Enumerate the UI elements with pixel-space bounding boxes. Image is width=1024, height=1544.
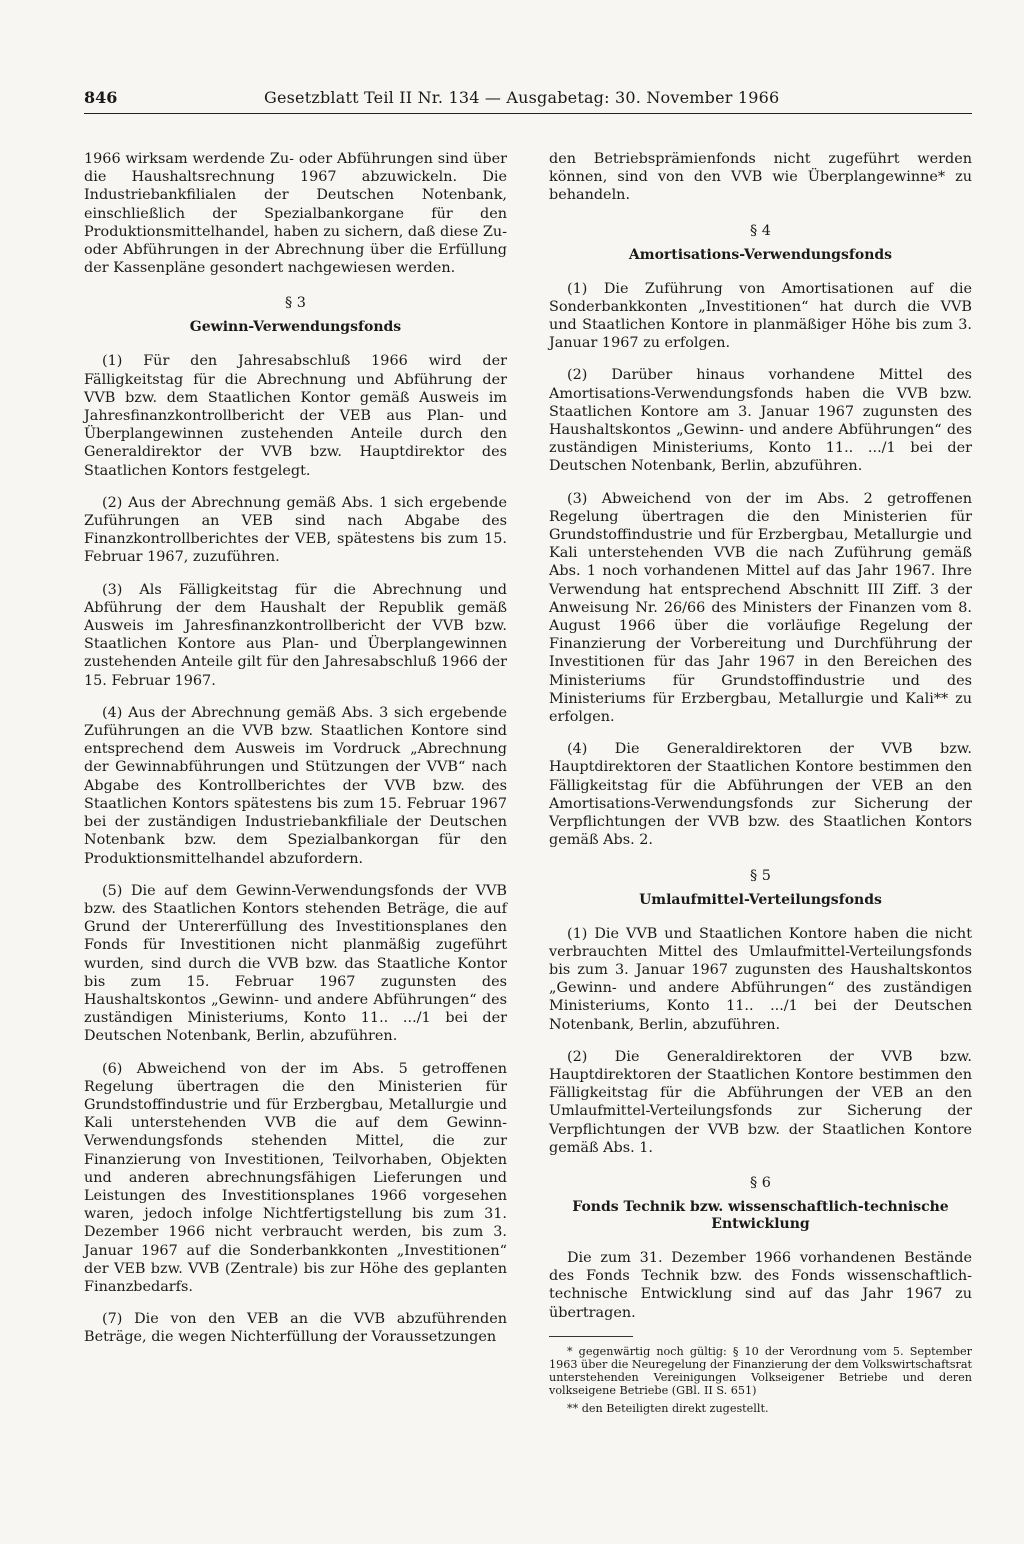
right-column: [549, 150, 972, 1419]
paragraph: (3) Abweichend von der im Abs. 2 getroffenen Regelung übertragen die den Ministerien für Grundstoffindustrie und für Erzbergbau, Metallurgie und Kali unterstehenden VVB die nach Zuführung gemäß Abs. 1 noch vorhandenen Mittel auf das Jahr 1967. Ihre Verwendung hat entsprechend Abschnitt III Ziff. 3 der Anweisung Nr. 26/66 des Ministers der Finanzen vom 8. August 1966 über die vorläufige Regelung der Finanzierung der Vorbereitung und Durchführung der Investitionen für das Jahr 1967 in den Bereichen des Ministeriums für Grundstoffindustrie und des Ministeriums für Erzbergbau, Metallurgie und Kali** zu erfolgen.: [549, 490, 972, 726]
footnote-divider: [549, 1336, 633, 1337]
paragraph: (2) Die Generaldirektoren der VVB bzw. Hauptdirektoren der Staatlichen Kontore bestimmen den Fälligkeitstag für die Abführungen der VEB an den Umlaufmittel-Verteilungsfonds zur Sicherung der Verpflichtungen der VVB bzw. der Staatlichen Kontore gemäß Abs. 1.: [549, 1048, 972, 1156]
section-title: Gewinn-Verwendungsfonds: [189, 319, 402, 336]
paragraph: (4) Die Generaldirektoren der VVB bzw. Hauptdirektoren der Staatlichen Kontore bestimmen den Fälligkeitstag für die Abführungen der VEB an den Amortisations-Verwendungsfonds zur Sicherung der Verpflichtungen der VVB bzw. des Staatlichen Kontors gemäß Abs. 2.: [549, 741, 972, 849]
paragraph: (2) Darüber hinaus vorhandene Mittel des Amortisations-Verwendungsfonds haben die VVB bzw. Staatlichen Kontore am 3. Januar 1967 zugunsten des Haushaltskontos „Gewinn- und andere Abführungen“ des zuständigen Ministeriums, Konto 11.. .../1 bei der Deutschen Notenbank, Berlin, abzuführen.: [549, 367, 972, 475]
paragraph: den Betriebsprämienfonds nicht zugeführt werden können, sind von den VVB wie Überplangewinne* zu behandeln.: [549, 151, 972, 204]
paragraph: Die zum 31. Dezember 1966 vorhandenen Bestände des Fonds Technik bzw. des Fonds wissenschaftlich-technische Entwicklung sind auf das Jahr 1967 zu übertragen.: [549, 1249, 972, 1321]
paragraph: (3) Als Fälligkeitstag für die Abrechnung und Abführung der dem Haushalt der Republik gemäß Ausweis im Jahresfinanzkontrollbericht der VVB bzw. Staatlichen Kontore aus Plan- und Überplangewinnen zustehenden Anteile gilt für den Jahresabschluß 1966 der 15. Februar 1967.: [84, 581, 507, 689]
page-header: [84, 88, 972, 114]
page-number: 846: [84, 88, 118, 107]
paragraph: (5) Die auf dem Gewinn-Verwendungsfonds der VVB bzw. des Staatlichen Kontors stehenden Beträge, die auf Grund der Untererfüllung des Investitionsplanes den Fonds für Investitionen nicht planmäßig zugeführt wurden, sind durch die VVB bzw. das Staatliche Kontor bis zum 15. Februar 1967 zugunsten des Haushaltskontos „Gewinn- und andere Abführungen“ des zuständigen Ministeriums, Konto 11.. .../1 bei der Deutschen Notenbank, Berlin, abzuführen.: [84, 882, 507, 1045]
paragraph: (4) Aus der Abrechnung gemäß Abs. 3 sich ergebende Zuführungen an die VVB bzw. Staatlichen Kontore sind entsprechend dem Ausweis im Vordruck „Abrechnung der Gewinnabführungen und Stützungen der VVB“ nach Abgabe des Kontrollberichtes der VVB bzw. des Staatlichen Kontors spätestens bis zum 15. Februar 1967 bei der zuständigen Industriebankfiliale der Deutschen Notenbank bzw. dem Spezialbankorgan für den Produktionsmittelhandel abzufordern.: [84, 704, 507, 867]
paragraph: (1) Die VVB und Staatlichen Kontore haben die nicht verbrauchten Mittel des Umlaufmittel-Verteilungsfonds bis zum 3. Januar 1967 zugunsten des Haushaltskontos „Gewinn- und andere Abführungen“ des zuständigen Ministeriums, Konto 11.. .../1 bei der Deutschen Notenbank, Berlin, abzuführen.: [549, 925, 972, 1033]
section-title: Fonds Technik bzw. wissenschaftlich-technische Entwicklung: [572, 1198, 949, 1232]
section-number: § 6: [750, 1174, 771, 1191]
section-title: Umlaufmittel-Verteilungsfonds: [639, 891, 882, 908]
paragraph: (6) Abweichend von der im Abs. 5 getroffenen Regelung übertragen die den Ministerien für Grundstoffindustrie und für Erzbergbau, Metallurgie und Kali unterstehenden VVB die auf dem Gewinn-Verwendungsfonds stehenden Mittel, die zur Finanzierung von Investitionen, Teilvorhaben, Objekten und anderen abrechnungsfähigen Lieferungen und Leistungen des Investitionsplanes 1966 vorgesehen waren, jedoch infolge Nichtfertigstellung bis zum 31. Dezember 1966 nicht verbraucht werden, bis zum 3. Januar 1967 auf die Sonderbankkonten „Investitionen“ der VEB bzw. VVB (Zentrale) bis zur Höhe des geplanten Finanzbedarfs.: [84, 1060, 507, 1295]
paragraph: (1) Für den Jahresabschluß 1966 wird der Fälligkeitstag für die Abrechnung und Abführung der VVB bzw. dem Staatlichen Kontor gemäß Ausweis im Jahresfinanzkontrollbericht der VEB aus Plan- und Überplangewinnen zustehenden Anteile durch den Generaldirektor der VVB bzw. Hauptdirektor des Staatlichen Kontors festgelegt.: [84, 353, 507, 479]
section-number: § 5: [750, 867, 771, 884]
left-column: [84, 150, 507, 1419]
section-number: § 4: [750, 222, 771, 239]
footnote: * gegenwärtig noch gültig: § 10 der Verordnung vom 5. September 1963 über die Neuregelung der Finanzierung der dem Volkswirtschaftsrat unterstehenden Vereinigungen Volkseigener Betriebe und deren volkseigene Betriebe (GBl. II S. 651): [549, 1344, 972, 1398]
page-title: Gesetzblatt Teil II Nr. 134 — Ausgabetag: 30. November 1966: [264, 88, 780, 107]
paragraph: (7) Die von den VEB an die VVB abzuführenden Beträge, die wegen Nichterfüllung der Voraussetzungen: [84, 1311, 507, 1346]
paragraph: 1966 wirksam werdende Zu- oder Abführungen sind über die Haushaltsrechnung 1967 abzuwickeln. Die Industriebankfilialen der Deutschen Notenbank, einschließlich der Spezialbankorgane für den Produktionsmittelhandel, haben zu sichern, daß diese Zu- oder Abführungen in der Abrechnung über die Erfüllung der Kassenpläne gesondert nachgewiesen werden.: [84, 151, 507, 277]
footnote: ** den Beteiligten direkt zugestellt.: [567, 1401, 769, 1415]
section-title: Amortisations-Verwendungsfonds: [628, 246, 893, 263]
columns: [84, 150, 972, 1419]
section-number: § 3: [285, 295, 306, 312]
paragraph: (2) Aus der Abrechnung gemäß Abs. 1 sich ergebende Zuführungen an VEB sind nach Abgabe des Finanzkontrollberichtes der VEB, spätestens bis zum 15. Februar 1967, zuzuführen.: [84, 494, 507, 566]
paragraph: (1) Die Zuführung von Amortisationen auf die Sonderbankkonten „Investitionen“ hat durch die VVB und Staatlichen Kontore in planmäßiger Höhe bis zum 3. Januar 1967 zu erfolgen.: [549, 280, 972, 352]
